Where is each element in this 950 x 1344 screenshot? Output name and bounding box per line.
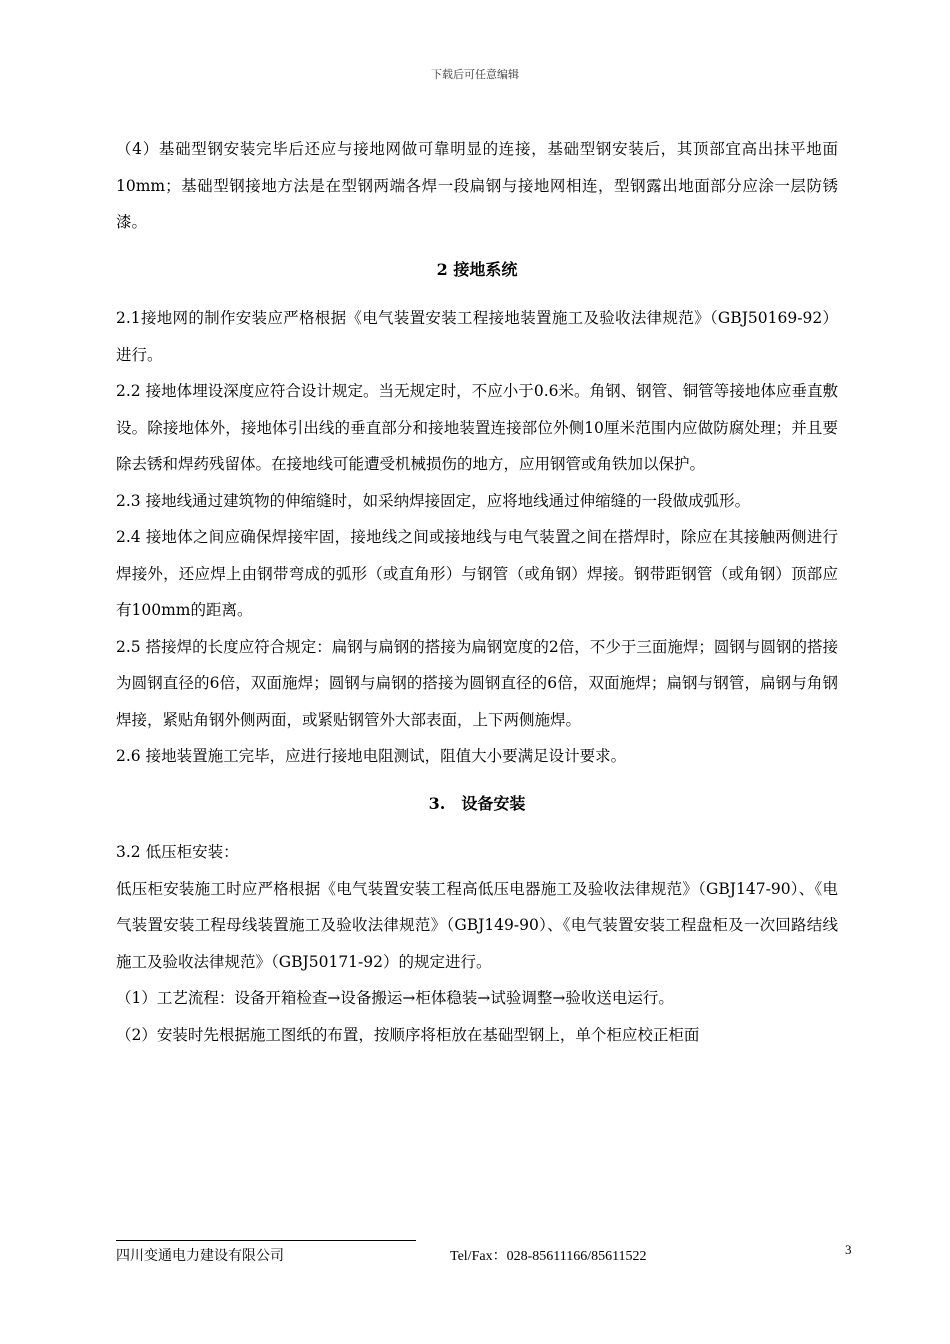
paragraph-2-4: 2.4 接地体之间应确保焊接牢固，接地线之间或接地线与电气装置之间在搭焊时，除应在其接触两侧进行焊接外，还应焊上由钢带弯成的弧形（或直角形）与钢管（或角钢）焊接。钢带距钢管（或角钢）顶部应有100mm的距离。 bbox=[116, 528, 838, 619]
document-body bbox=[116, 131, 838, 1053]
page-number: 3 bbox=[845, 1242, 852, 1257]
paragraph-installation: （2）安装时先根据施工图纸的布置，按顺序将柜放在基础型钢上，单个柜应校正柜面 bbox=[116, 1025, 700, 1044]
paragraph-low-voltage: 低压柜安装施工时应严格根据《电气装置安装工程高低压电器施工及验收法律规范》（GBJ147-90）、《电气装置安装工程母线装置施工及验收法律规范》（GBJ149-90）、《电气装置安装工程盘柜及一次回路结线施工及验收法律规范》（GBJ50171-92）的规定进行。 bbox=[116, 879, 838, 971]
paragraph-process-flow: （1）工艺流程：设备开箱检查→设备搬运→柜体稳装→试验调整→验收送电运行。 bbox=[116, 989, 674, 1007]
paragraph-2-6: 2.6 接地装置施工完毕，应进行接地电阻测试，阻值大小要满足设计要求。 bbox=[116, 747, 627, 765]
page-header: 下载后可任意编辑 bbox=[431, 68, 519, 81]
paragraph-2-5: 2.5 搭接焊的长度应符合规定：扁钢与扁钢的搭接为扁钢宽度的2倍，不少于三面施焊；圆钢与圆钢的搭接为圆钢直径的6倍，双面施焊；圆钢与扁钢的搭接为圆钢直径的6倍，双面施焊；扁钢与钢管，扁钢与角钢焊接，紧贴角钢外侧两面，或紧贴钢管外大部表面，上下两侧施焊。 bbox=[116, 637, 838, 729]
footer-rule bbox=[116, 1240, 416, 1241]
paragraph-base-steel: （4）基础型钢安装完毕后还应与接地网做可靠明显的连接，基础型钢安装后，其顶部宜高出抹平地面10mm；基础型钢接地方法是在型钢两端各焊一段扁钢与接地网相连，型钢露出地面部分应涂一层防锈漆。 bbox=[116, 140, 838, 231]
paragraph-2-3: 2.3 接地线通过建筑物的伸缩缝时，如采纳焊接固定，应将地线通过伸缩缝的一段做成弧形。 bbox=[116, 491, 751, 510]
footer-tel-fax: Tel/Fax：028-85611166/85611522 bbox=[450, 1249, 647, 1264]
paragraph-2-2: 2.2 接地体埋设深度应符合设计规定。当无规定时，不应小于0.6米。角钢、钢管、铜管等接地体应垂直敷设。除接地体外，接地体引出线的垂直部分和接地装置连接部位外侧10厘米范围内应做防腐处理；并且要除去锈和焊药残留体。在接地线可能遭受机械损伤的地方，应用钢管或角铁加以保护。 bbox=[116, 382, 838, 473]
paragraph-3-2: 3.2 低压柜安装： bbox=[116, 843, 239, 861]
paragraph-2-1: 2.1接地网的制作安装应严格根据《电气装置安装工程接地装置施工及验收法律规范》（GBJ50169-92）进行。 bbox=[116, 309, 838, 364]
section-heading-equipment: 3. 设备安装 bbox=[428, 793, 526, 813]
footer-company: 四川变通电力建设有限公司 bbox=[116, 1248, 284, 1264]
section-heading-grounding: 2 接地系统 bbox=[436, 259, 518, 279]
